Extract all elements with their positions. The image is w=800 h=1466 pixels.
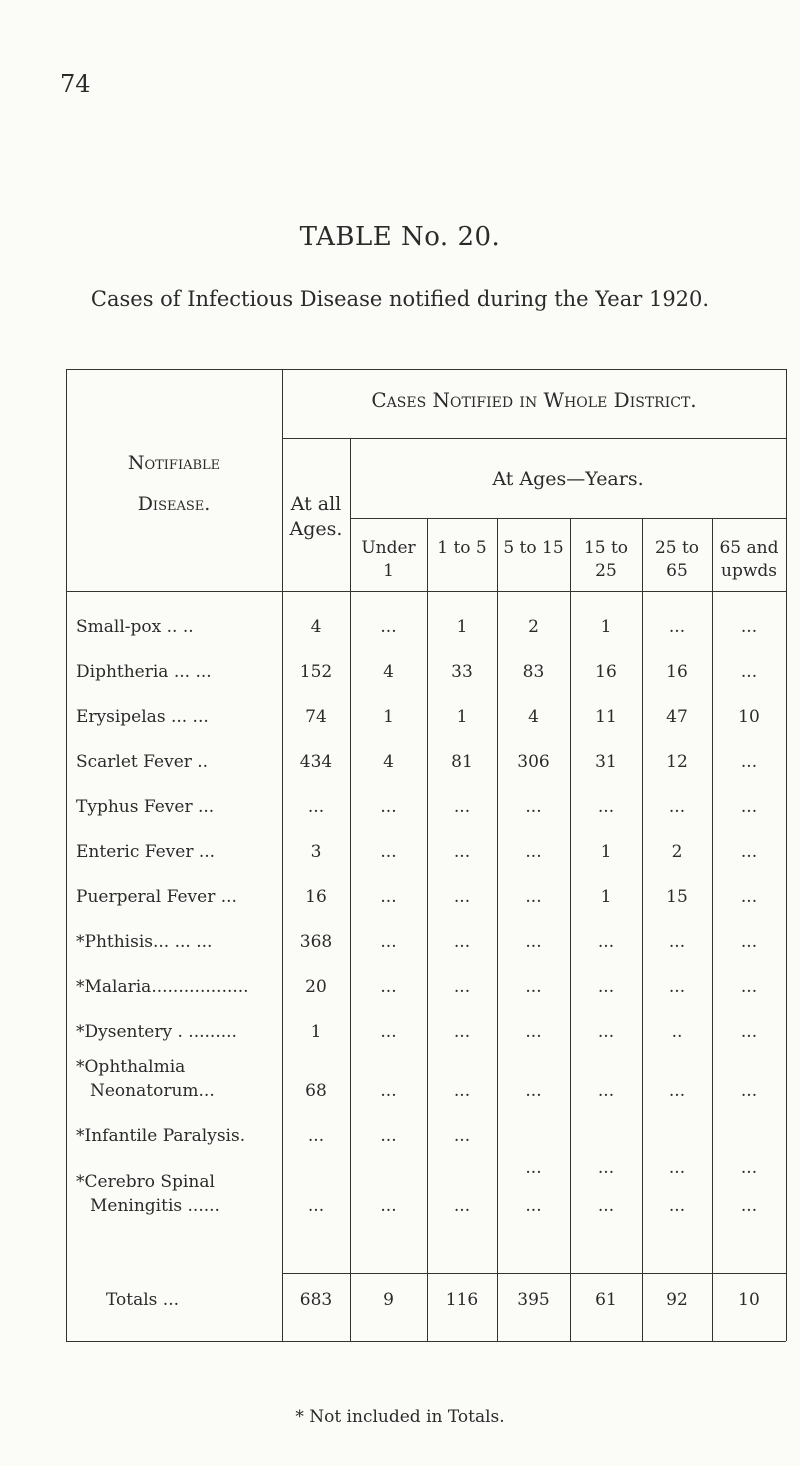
header-rule-ages [350,518,786,519]
totals-cell: 395 [517,1290,550,1310]
table-cell: ... [453,1196,471,1216]
table-cell: 306 [517,752,550,772]
table-cell: ... [668,932,686,952]
table-cell: ... [453,842,471,862]
table-cell: ... [668,1196,686,1216]
row-label: Diphtheria ... ... [76,662,212,682]
table-cell: 2 [671,842,683,862]
table-cell: 81 [451,752,473,772]
row-header-notifiable: Notifiable [127,452,221,474]
age-column-header-sub: 25 [595,561,617,581]
table-cell: ... [597,1196,615,1216]
table-cell: ... [740,1196,758,1216]
table-cell-extra: ... [668,1158,686,1178]
col-rule-age-4 [570,518,571,1341]
totals-cell: 116 [445,1290,479,1310]
table-cell: 152 [299,662,333,682]
table-cell: 20 [305,977,327,997]
table-cell: 47 [666,707,688,727]
row-label: Puerperal Fever ... [76,887,237,907]
table-cell: 1 [600,887,612,907]
table-cell: 1 [600,842,612,862]
table-cell: 16 [305,887,327,907]
table-title: TABLE No. 20. [299,222,501,252]
age-column-header: Under [361,538,416,558]
row-label: Enteric Fever ... [76,842,216,862]
table-cell: ... [668,797,686,817]
table-right-rule [786,369,787,1341]
age-column-header: 15 to [583,538,629,558]
table-cell: 1 [600,617,612,637]
row-label: *Ophthalmia [76,1057,186,1077]
age-column-header: 65 and [719,538,779,558]
table-cell: ... [740,752,758,772]
age-column-header: 5 to 15 [503,538,564,558]
totals-cell: 683 [299,1290,333,1310]
totals-cell: 9 [383,1290,394,1310]
table-cell: 1 [456,707,468,727]
table-cell: 1 [310,1022,322,1042]
table-cell: ... [525,842,542,862]
header-bottom-rule [66,591,786,592]
table-cell: ... [453,977,471,997]
table-bottom-rule [66,1341,786,1342]
table-cell: 4 [383,662,394,682]
table-cell: ... [597,1081,615,1101]
row-label: *Infantile Paralysis. [76,1126,246,1146]
row-label: *Dysentery . ......... [76,1022,237,1042]
row-label: *Malaria.................. [76,977,249,997]
table-cell: ... [525,1196,542,1216]
table-cell: 33 [451,662,473,682]
table-cell: ... [380,1196,397,1216]
table-cell: 10 [738,707,760,727]
table-cell: ... [453,1126,471,1146]
row-label: Erysipelas ... ... [76,707,209,727]
table-cell: 4 [310,617,322,637]
totals-top-rule [282,1273,786,1274]
table-cell: ... [525,1022,542,1042]
row-label: Small-pox .. .. [76,617,194,637]
age-column-header-sub: 1 [383,561,394,581]
table-top-rule [66,369,786,370]
header-at-ages: At Ages—Years. [492,468,644,490]
table-cell: ... [380,1022,397,1042]
table-cell: ... [668,977,686,997]
table-cell: 16 [666,662,688,682]
table-cell: ... [525,977,542,997]
table-cell: ... [525,1081,542,1101]
row-label: *Phthisis... ... ... [76,932,213,952]
table-cell: ... [740,977,758,997]
table-cell: ... [740,797,758,817]
table-cell: ... [740,887,758,907]
table-cell: ... [525,932,542,952]
row-label: Typhus Fever ... [76,797,215,817]
table-cell: ... [453,932,471,952]
table-cell: ... [307,1196,325,1216]
col-rule-age-5 [642,518,643,1341]
table-cell: ... [380,797,397,817]
totals-cell: 10 [738,1290,760,1310]
table-cell-extra: ... [597,1158,615,1178]
table-cell: 4 [383,752,394,772]
table-cell: 11 [595,707,617,727]
row-header-disease: Disease. [137,493,211,515]
table-cell: 12 [666,752,688,772]
table-cell-extra: ... [525,1158,542,1178]
table-cell: ... [380,977,397,997]
totals-label: Totals ... [106,1290,179,1310]
page-number: 74 [60,70,91,98]
table-cell: 83 [522,662,545,682]
table-cell: 1 [383,707,394,727]
table-cell: ... [453,1081,471,1101]
table-cell: ... [380,887,397,907]
row-label-continued: Meningitis ...... [90,1196,220,1216]
table-cell: ... [453,887,471,907]
table-cell: ... [668,1081,686,1101]
totals-cell: 92 [666,1290,688,1310]
table-cell: 1 [456,617,468,637]
table-cell: ... [307,1126,325,1146]
row-label-continued: Neonatorum... [90,1081,215,1101]
table-cell: ... [668,617,686,637]
table-cell: ... [307,797,325,817]
age-column-header-sub: 65 [666,561,688,581]
footnote: * Not included in Totals. [295,1407,505,1427]
table-cell: ... [525,887,542,907]
age-column-header: 1 to 5 [437,538,487,558]
table-cell: 15 [666,887,688,907]
table-cell: ... [453,797,471,817]
table-subtitle: Cases of Infectious Disease notified during the Year 1920. [90,287,710,311]
col-rule-age-6 [712,518,713,1341]
table-cell-extra: ... [740,1158,758,1178]
table-cell: ... [740,842,758,862]
table-cell: ... [380,932,397,952]
table-cell: 74 [305,707,327,727]
table-cell: 3 [310,842,322,862]
table-cell: ... [380,617,397,637]
table-cell: ... [740,662,758,682]
table-cell: ... [380,1126,397,1146]
age-column-header: 25 to [654,538,700,558]
table-cell: 368 [299,932,333,952]
table-cell: 16 [595,662,617,682]
table-cell: ... [597,932,615,952]
table-cell: ... [597,977,615,997]
table-cell: 4 [528,707,539,727]
col-rule-age-2 [427,518,428,1341]
header-all-ages: At all [290,493,342,515]
table-cell: .. [671,1022,683,1042]
header-rule-group [282,438,786,439]
col-rule-age-3 [497,518,498,1341]
age-column-header-sub: upwds [721,561,777,581]
table-cell: 68 [305,1081,327,1101]
table-cell: 31 [595,752,617,772]
group-header: Cases Notified in Whole District. [371,388,697,412]
table-cell: 434 [299,752,333,772]
table-cell: ... [740,1022,758,1042]
table-cell: ... [525,797,542,817]
table-cell: ... [597,797,615,817]
table-cell: ... [740,617,758,637]
header-all-ages-2: Ages. [289,518,343,540]
table-cell: ... [380,1081,397,1101]
row-label: *Cerebro Spinal [76,1172,215,1192]
table-cell: ... [740,932,758,952]
totals-cell: 61 [595,1290,617,1310]
table-cell: ... [597,1022,615,1042]
table-cell: ... [453,1022,471,1042]
table-cell: ... [380,842,397,862]
row-label: Scarlet Fever .. [76,752,209,772]
table-cell: 2 [528,617,539,637]
table-cell: ... [740,1081,758,1101]
